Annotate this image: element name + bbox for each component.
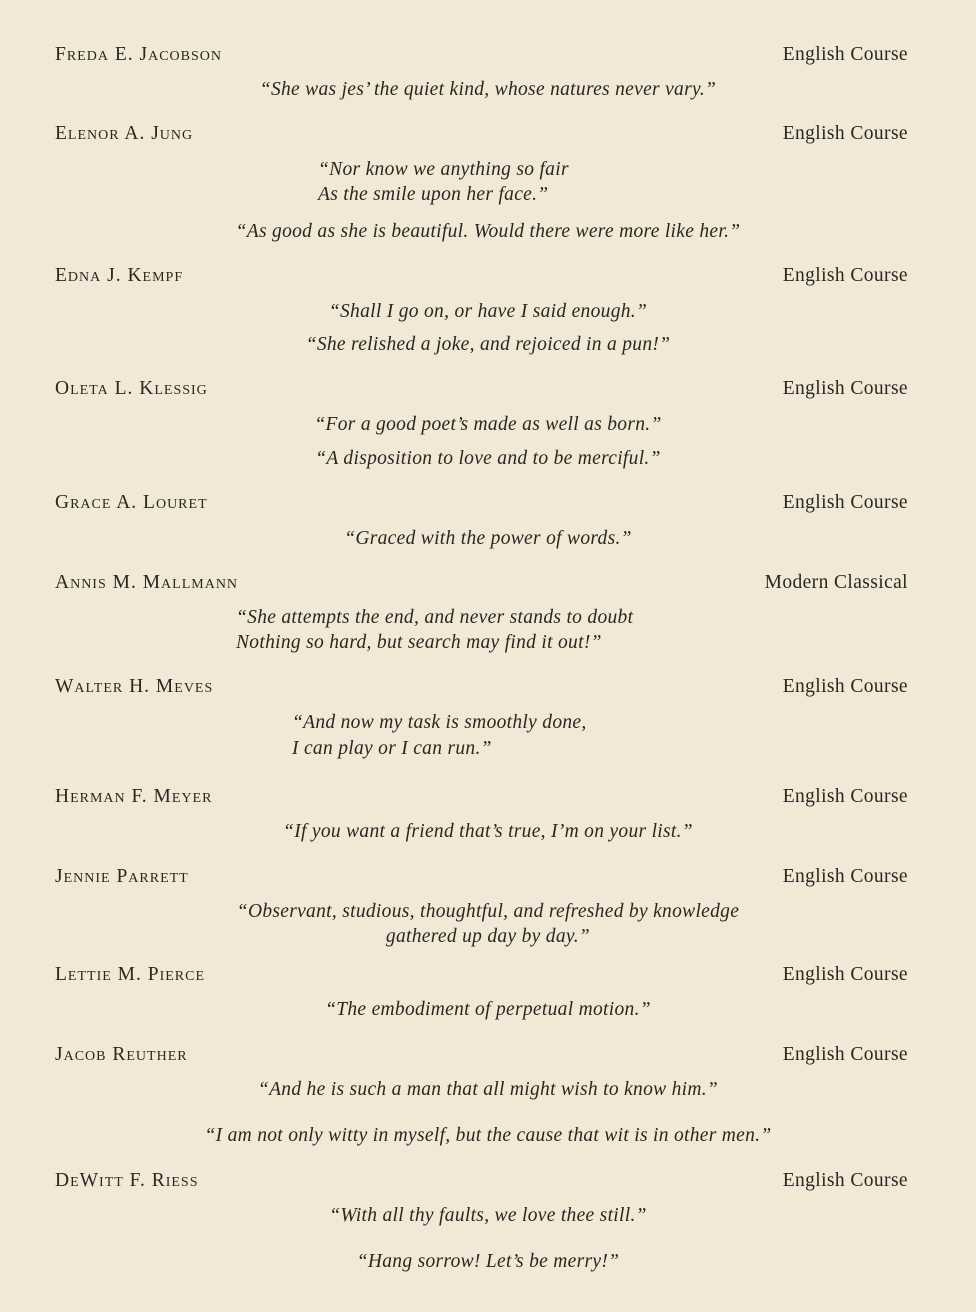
entry-header xyxy=(55,378,908,404)
entry-header xyxy=(55,866,908,892)
student-name: Walter H. Meves xyxy=(55,676,214,697)
entry-header xyxy=(55,676,908,702)
quote: “A disposition to love and to be merciful.” xyxy=(315,448,661,469)
student-name: Annis M. Mallmann xyxy=(55,572,239,593)
entry-header xyxy=(55,786,908,812)
student-name: Edna J. Kempf xyxy=(55,265,184,286)
student-name: Lettie M. Pierce xyxy=(55,964,206,985)
entry-header xyxy=(55,1170,908,1196)
course-name: English Course xyxy=(782,1044,908,1065)
quote: “She was jes’ the quiet kind, whose natures never vary.” xyxy=(259,79,717,100)
student-name: Jennie Parrett xyxy=(55,866,189,887)
course-name: English Course xyxy=(782,492,908,513)
entry-header xyxy=(55,123,908,149)
student-name: Elenor A. Jung xyxy=(55,123,194,144)
entry-header xyxy=(55,492,908,518)
course-name: English Course xyxy=(782,44,908,65)
course-name: English Course xyxy=(782,123,908,144)
quote: “She relished a joke, and rejoiced in a pun!” xyxy=(305,334,671,355)
quote: “Shall I go on, or have I said enough.” xyxy=(328,301,648,322)
quote-line: I can play or I can run.” xyxy=(292,738,492,759)
course-name: English Course xyxy=(782,1170,908,1191)
student-name: Oleta L. Klessig xyxy=(55,378,208,399)
entry-header xyxy=(55,1044,908,1070)
quote: “As good as she is beautiful. Would there were more like her.” xyxy=(235,221,741,242)
course-name: English Course xyxy=(782,964,908,985)
quote-line: “Observant, studious, thoughtful, and refreshed by knowledge xyxy=(236,901,740,922)
course-name: English Course xyxy=(782,265,908,286)
student-name: DeWitt F. Riess xyxy=(55,1170,199,1191)
course-name: English Course xyxy=(782,378,908,399)
entry-header xyxy=(55,964,908,990)
quote-line: “And now my task is smoothly done, xyxy=(292,712,587,733)
quote: “Graced with the power of words.” xyxy=(344,528,632,549)
student-name: Grace A. Louret xyxy=(55,492,208,513)
quote: “The embodiment of perpetual motion.” xyxy=(325,999,651,1020)
quote: “I am not only witty in myself, but the cause that wit is in other men.” xyxy=(204,1125,772,1146)
entry-header xyxy=(55,265,908,291)
course-name: English Course xyxy=(782,786,908,807)
quote-line: “Nor know we anything so fair xyxy=(318,159,569,180)
course-name: English Course xyxy=(782,866,908,887)
quote-line: Nothing so hard, but search may find it out!” xyxy=(236,632,602,653)
course-name: English Course xyxy=(782,676,908,697)
quote: “For a good poet’s made as well as born.” xyxy=(314,414,662,435)
quote: “And he is such a man that all might wish to know him.” xyxy=(257,1079,719,1100)
course-name: Modern Classical xyxy=(764,572,908,593)
student-name: Freda E. Jacobson xyxy=(55,44,222,65)
entry-header xyxy=(55,572,908,598)
student-name: Herman F. Meyer xyxy=(55,786,213,807)
quote: “Hang sorrow! Let’s be merry!” xyxy=(356,1251,620,1272)
quote-line: “She attempts the end, and never stands to doubt xyxy=(236,607,634,628)
quote-line: As the smile upon her face.” xyxy=(318,184,549,205)
quote: “With all thy faults, we love thee still.” xyxy=(329,1205,647,1226)
entry-header xyxy=(55,44,908,70)
quote: “If you want a friend that’s true, I’m on your list.” xyxy=(283,821,693,842)
quote-line: gathered up day by day.” xyxy=(385,926,591,947)
student-name: Jacob Reuther xyxy=(55,1044,188,1065)
